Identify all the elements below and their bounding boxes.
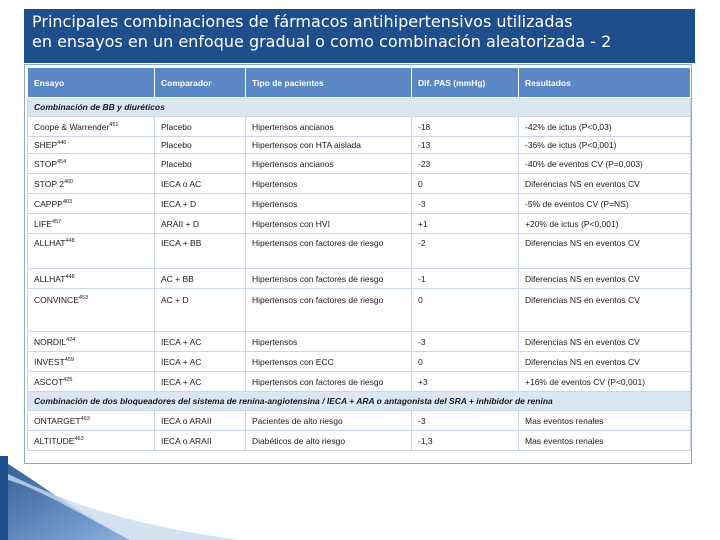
trial-reference: 453	[78, 295, 89, 302]
trial-reference: 424	[66, 336, 76, 343]
cell-trial	[28, 214, 155, 234]
trial-name: CAPPP	[34, 198, 63, 209]
cell-comparator: AC + D	[155, 289, 246, 332]
cell-pas-difference: -13	[412, 137, 519, 154]
header-tipo-pacientes: Tipo de pacientes	[246, 68, 412, 98]
trial-name: INVEST	[34, 356, 65, 367]
trial-name: STOP 2	[34, 178, 64, 189]
table-row	[28, 352, 691, 372]
table-row	[28, 289, 691, 332]
cell-comparator: IECA + AC	[155, 372, 246, 392]
trial-reference: 451	[109, 121, 119, 128]
cell-comparator: IECA o AC	[155, 174, 246, 194]
trials-table-wrapper	[27, 67, 690, 451]
cell-result: Diferencias NS en eventos CV	[519, 269, 691, 289]
cell-trial	[28, 372, 155, 392]
cell-patients: Hipertensos con factores de riesgo	[246, 372, 412, 392]
trials-table	[27, 67, 691, 451]
trial-reference: 463	[80, 415, 90, 422]
cell-patients: Hipertensos	[246, 194, 412, 214]
trial-reference: 460	[63, 178, 74, 185]
cell-trial	[28, 431, 155, 451]
section-heading-row	[28, 98, 691, 117]
cell-patients: Diabéticos de alto riesgo	[246, 431, 412, 451]
cell-result: -36% de ictus (P<0,001)	[519, 137, 691, 154]
cell-result: -40% de eventos CV (P=0,003)	[519, 154, 691, 174]
cell-result: Diferencias NS en eventos CV	[519, 332, 691, 352]
cell-trial	[28, 352, 155, 372]
table-row	[28, 234, 691, 269]
cell-patients: Hipertensos con HTA aislada	[246, 137, 412, 154]
trial-name: ALLHAT	[34, 238, 66, 248]
cell-trial	[28, 332, 155, 352]
cell-pas-difference: -2	[412, 234, 519, 269]
cell-comparator: IECA + AC	[155, 332, 246, 352]
trial-name: Coope & Warrender	[34, 121, 110, 132]
cell-result: Diferencias NS en eventos CV	[519, 352, 691, 372]
cell-pas-difference: -3	[412, 332, 519, 352]
cell-result: Diferencias NS en eventos CV	[519, 174, 691, 194]
cell-patients: Pacientes de alto riesgo	[246, 411, 412, 431]
cell-pas-difference: -3	[412, 194, 519, 214]
cell-pas-difference: +3	[412, 372, 519, 392]
trial-name: ALTITUDE	[34, 435, 75, 446]
trial-name: ASCOT	[34, 376, 64, 387]
cell-result: -5% de eventos CV (P=NS)	[519, 194, 691, 214]
table-row	[28, 332, 691, 352]
table-row	[28, 214, 691, 234]
cell-pas-difference: -1,3	[412, 431, 519, 451]
cell-comparator: IECA + AC	[155, 352, 246, 372]
table-header-row	[28, 68, 691, 98]
cell-comparator: IECA o ARAII	[155, 431, 246, 451]
cell-result: Diferencias NS en eventos CV	[519, 289, 691, 332]
cell-pas-difference: 0	[412, 352, 519, 372]
cell-pas-difference: -23	[412, 154, 519, 174]
table-row	[28, 117, 691, 137]
table-row	[28, 431, 691, 451]
cell-patients: Hipertensos con factores de riesgo	[246, 289, 412, 332]
cell-trial	[28, 154, 155, 174]
cell-trial	[28, 137, 155, 154]
table-row	[28, 154, 691, 174]
trial-reference: 459	[64, 356, 74, 363]
cell-result: +20% de ictus (P<0,001)	[519, 214, 691, 234]
cell-result: +16% de eventos CV (P<0,001)	[519, 372, 691, 392]
cell-trial	[28, 411, 155, 431]
cell-result: Mas eventos renales	[519, 411, 691, 431]
trial-name: STOP	[34, 158, 57, 169]
header-resultados: Resultados	[519, 68, 691, 98]
cell-pas-difference: -1	[412, 269, 519, 289]
cell-trial	[28, 289, 155, 332]
header-dif-pas: Dif. PAS (mmHg)	[412, 68, 519, 98]
cell-patients: Hipertensos ancianos	[246, 117, 412, 137]
header-ensayo: Ensayo	[28, 68, 155, 98]
trial-name: ONTARGET	[34, 415, 81, 426]
slide-title-line-1: Principales combinaciones de fármacos antihipertensivos utilizadas	[32, 12, 573, 31]
section-heading: Combinación de dos bloqueadores del sistema de renina-angiotensina / IECA + ARA o antagonista del SRA + inhibidor de renina	[28, 392, 691, 411]
cell-pas-difference: -3	[412, 411, 519, 431]
table-row	[28, 174, 691, 194]
trial-reference: 448	[65, 273, 75, 280]
cell-comparator: IECA + BB	[155, 234, 246, 269]
trial-reference: 457	[51, 218, 62, 225]
cell-comparator: Placebo	[155, 154, 246, 174]
table-row	[28, 269, 691, 289]
cell-trial	[28, 117, 155, 137]
cell-comparator: AC + BB	[155, 269, 246, 289]
slide-title-line-2: en ensayos en un enfoque gradual o como combinación aleatorizada - 2	[32, 32, 612, 51]
cell-patients: Hipertensos con factores de riesgo	[246, 269, 412, 289]
cell-result: -42% de ictus (P<0,03)	[519, 117, 691, 137]
table-row	[28, 372, 691, 392]
cell-trial	[28, 269, 155, 289]
table-row	[28, 411, 691, 431]
trial-name: LIFE	[34, 218, 52, 229]
trial-reference: 403	[62, 198, 73, 205]
trial-name: CONVINCE	[34, 295, 79, 305]
cell-result: Mas eventos renales	[519, 431, 691, 451]
table-row	[28, 137, 691, 154]
cell-pas-difference: 0	[412, 289, 519, 332]
cell-trial	[28, 194, 155, 214]
cell-pas-difference: +1	[412, 214, 519, 234]
trial-name: NORDIL	[34, 336, 67, 347]
cell-patients: Hipertensos con HVI	[246, 214, 412, 234]
cell-pas-difference: 0	[412, 174, 519, 194]
cell-comparator: Placebo	[155, 137, 246, 154]
trial-name: SHEP	[34, 140, 58, 150]
cell-patients: Hipertensos	[246, 174, 412, 194]
cell-result: Diferencias NS en eventos CV	[519, 234, 691, 269]
slide-title-bar	[24, 9, 695, 63]
cell-comparator: IECA o ARAII	[155, 411, 246, 431]
trial-reference: 463	[74, 435, 84, 442]
cell-trial	[28, 174, 155, 194]
cell-comparator: Placebo	[155, 117, 246, 137]
cell-patients: Hipertensos con factores de riesgo	[246, 234, 412, 269]
cell-patients: Hipertensos ancianos	[246, 154, 412, 174]
cell-patients: Hipertensos con ECC	[246, 352, 412, 372]
cell-comparator: ARAII + D	[155, 214, 246, 234]
table-row	[28, 194, 691, 214]
cell-comparator: IECA + D	[155, 194, 246, 214]
section-heading: Combinación de BB y diuréticos	[28, 98, 691, 117]
cell-trial	[28, 234, 155, 269]
trial-reference: 454	[57, 158, 67, 165]
header-comparador: Comparador	[155, 68, 246, 98]
table-body	[28, 98, 691, 451]
cell-pas-difference: -18	[412, 117, 519, 137]
trial-reference: 425	[63, 376, 73, 383]
trial-reference: 446	[57, 140, 67, 147]
trial-reference: 448	[65, 238, 75, 245]
trial-name: ALLHAT	[34, 273, 66, 284]
cell-patients: Hipertensos	[246, 332, 412, 352]
section-heading-row	[28, 392, 691, 411]
